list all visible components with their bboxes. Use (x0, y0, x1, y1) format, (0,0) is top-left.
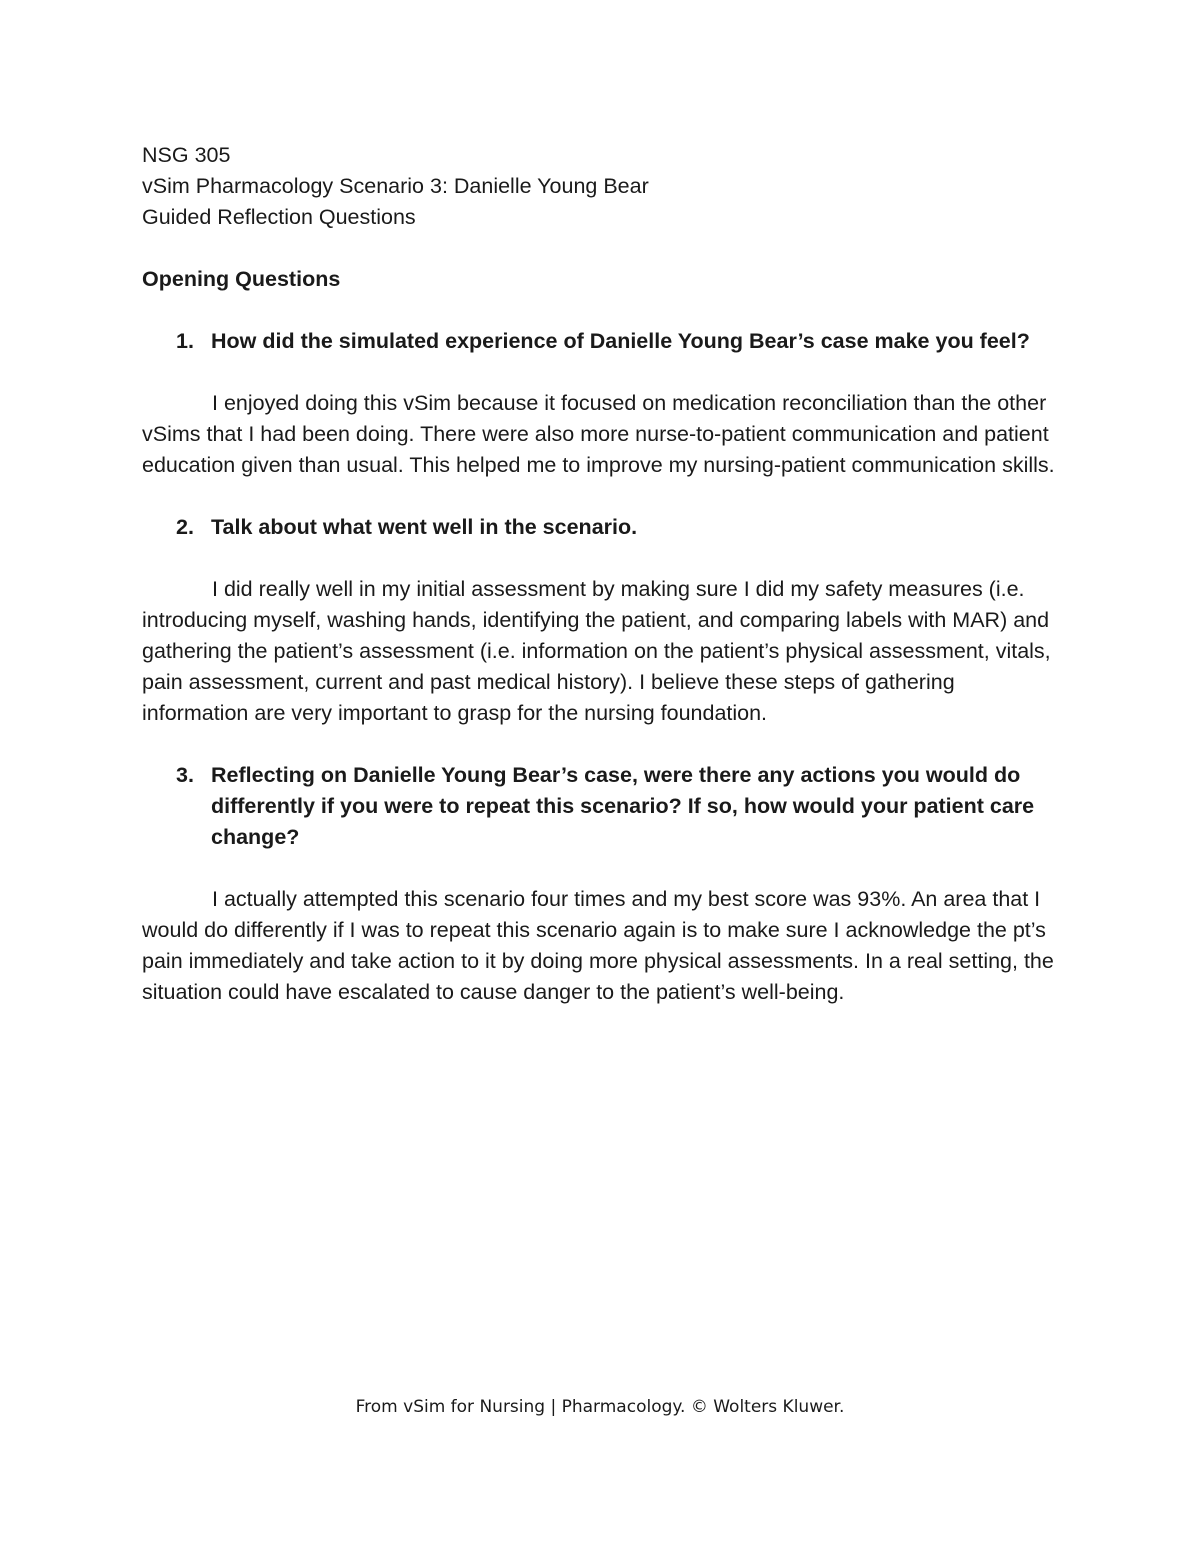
question-2-text: Talk about what went well in the scenario. (211, 515, 638, 539)
scenario-title: vSim Pharmacology Scenario 3: Danielle Young Bear (142, 174, 649, 198)
question-1 (142, 326, 1062, 357)
document-subtitle: Guided Reflection Questions (142, 205, 416, 229)
answer-2: I did really well in my initial assessment by making sure I did my safety measures (i.e. introducing myself, washing hands, identifying the patient, and comparing labels with MAR) and gathering the patient’s assessment (i.e. information on the patient’s physical assessment, vitals, pain assessment, current and past medical history). I believe these steps of gathering information are very important to grasp for the nursing foundation. (142, 577, 1051, 725)
answer-1: I enjoyed doing this vSim because it focused on medication reconciliation than the other vSims that I had been doing. There were also more nurse-to-patient communication and patient education given than usual. This helped me to improve my nursing-patient communication skills. (142, 391, 1055, 477)
question-3-text: Reflecting on Danielle Young Bear’s case, were there any actions you would do differently if you were to repeat this scenario? If so, how would your patient care change? (211, 763, 1035, 849)
question-1-text: How did the simulated experience of Danielle Young Bear’s case make you feel? (211, 329, 1030, 353)
question-1-number: 1. (176, 329, 194, 353)
question-2 (142, 512, 1062, 543)
answer-3: I actually attempted this scenario four times and my best score was 93%. An area that I would do differently if I was to repeat this scenario again is to make sure I acknowledge the pt’s pain immediately and take action to it by doing more physical assessments. In a real setting, the situation could have escalated to cause danger to the patient’s well-being. (142, 887, 1054, 1004)
course-code: NSG 305 (142, 143, 231, 167)
question-3 (142, 760, 1062, 853)
page-footer: From vSim for Nursing | Pharmacology. © Wolters Kluwer. (355, 1397, 845, 1417)
question-2-number: 2. (176, 515, 194, 539)
question-3-number: 3. (176, 763, 194, 787)
section-heading: Opening Questions (142, 267, 341, 291)
document-body (142, 140, 1062, 1008)
